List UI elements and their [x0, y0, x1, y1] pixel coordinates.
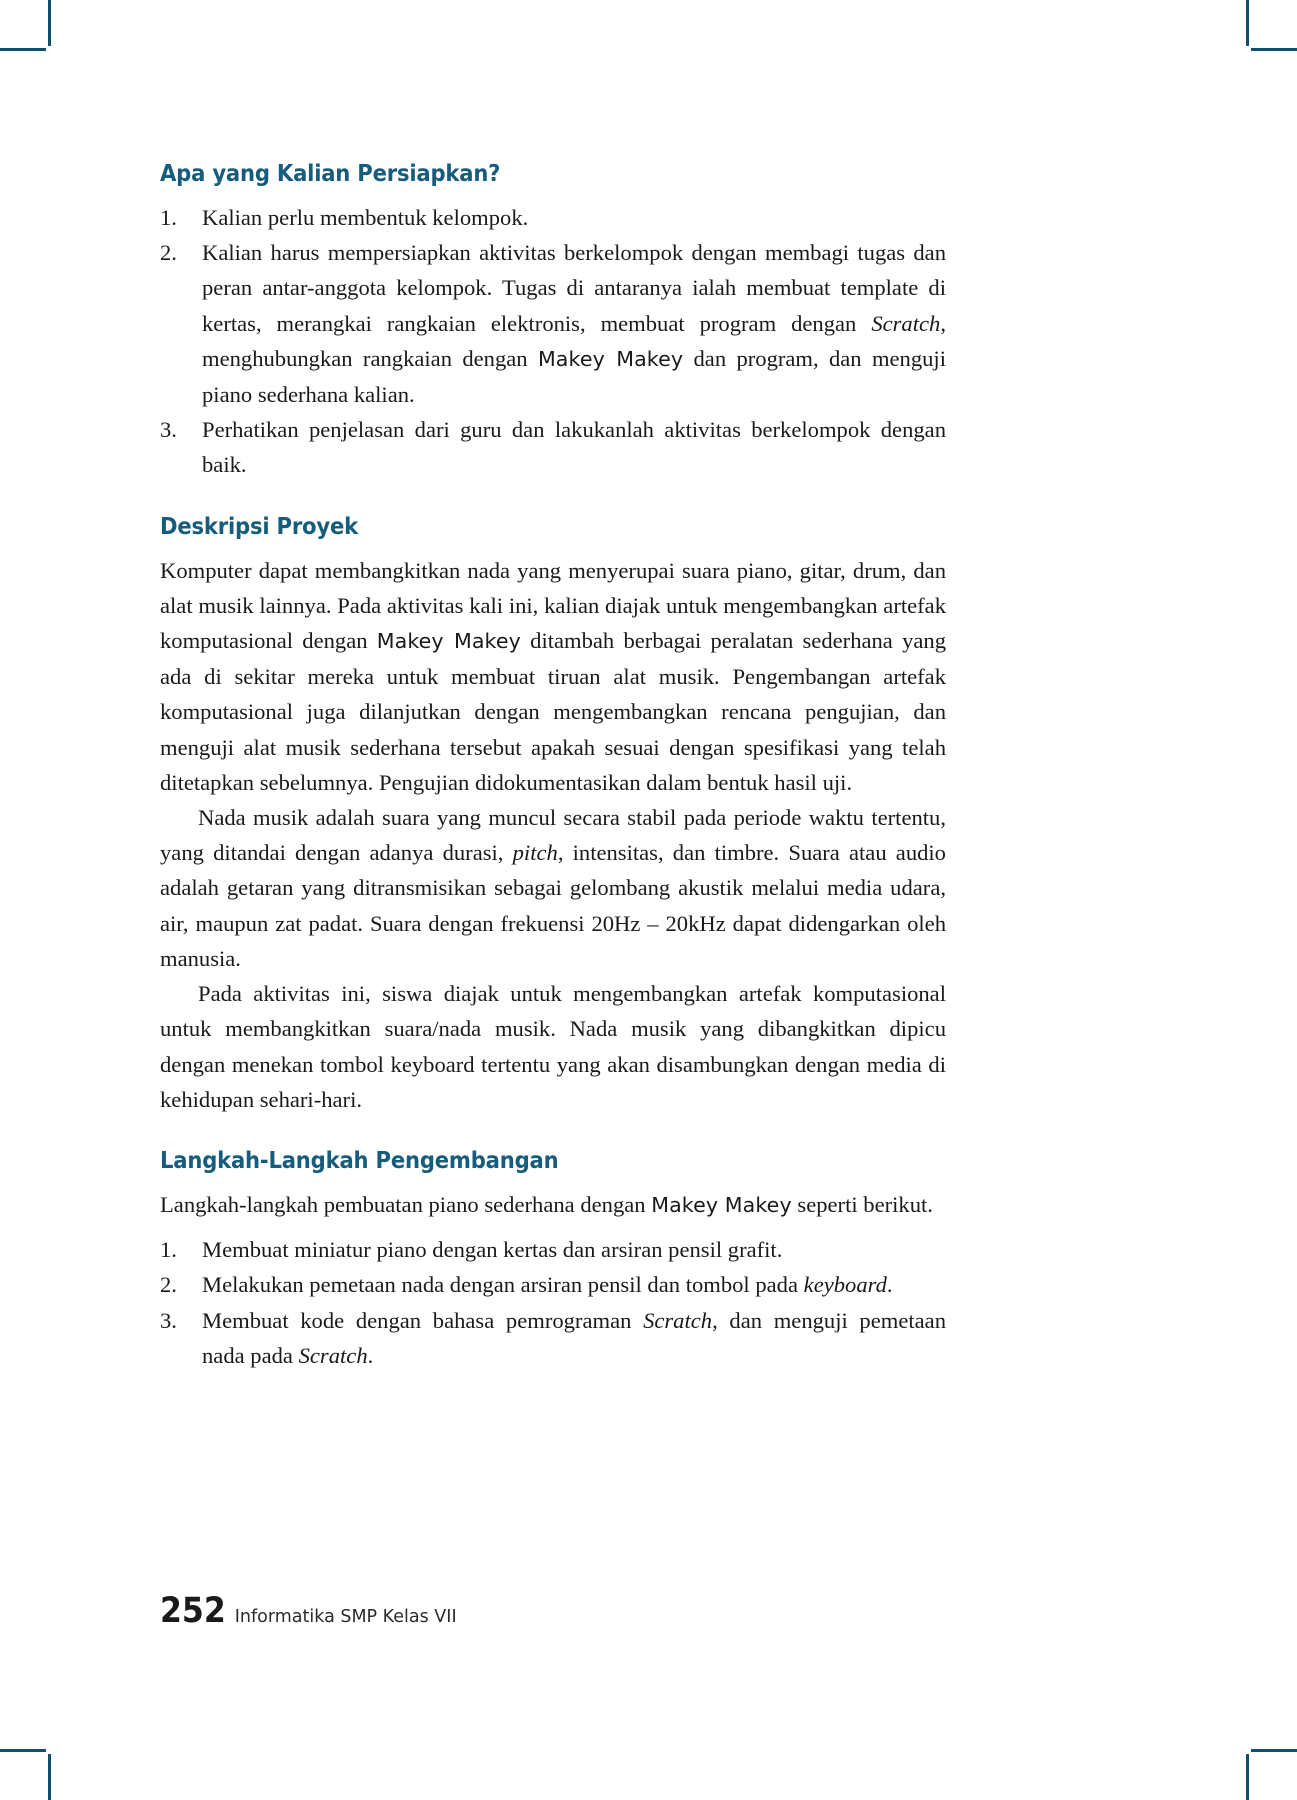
- list-marker: 1.: [160, 1237, 177, 1263]
- text-run-italic: keyboard: [803, 1272, 887, 1298]
- development-steps-list: [160, 1232, 946, 1373]
- crop-mark-top-left-vertical: [48, 0, 51, 46]
- page-footer: [160, 1591, 457, 1631]
- text-run: Melakukan pemetaan nada dengan arsiran pensil dan tombol pada: [202, 1272, 804, 1298]
- text-run-italic: pitch: [512, 840, 558, 866]
- list-marker: 2.: [160, 240, 177, 266]
- text-run-italic: Scratch: [643, 1307, 713, 1333]
- text-run: dan program, dan menguji piano sederhana kalian.: [202, 345, 946, 408]
- list-item-text: Kalian perlu membentuk kelompok.: [202, 205, 529, 231]
- text-run-mono: Makey Makey: [537, 346, 684, 371]
- book-title: Informatika SMP Kelas VII: [234, 1607, 457, 1627]
- crop-mark-top-left-horizontal: [0, 48, 46, 51]
- crop-mark-top-right-horizontal: [1251, 48, 1297, 51]
- list-item-text: Membuat miniatur piano dengan kertas dan arsiran pensil grafit.: [202, 1237, 783, 1263]
- text-run: , menghubungkan rangkaian dengan: [202, 310, 946, 371]
- text-run: ditambah berbagai peralatan sederhana yang ada di sekitar mereka untuk membuat tiruan alat musik. Pengembangan artefak komputasional juga dilanjutkan dengan mengembangkan rencana pengujian, dan menguji alat musik sederhana tersebut apakah sesuai dengan spesifikasi yang telah ditetapkan sebelumnya. Pengujian didokumentasikan dalam bentuk hasil uji.: [160, 628, 947, 795]
- list-marker: 3.: [160, 1307, 177, 1333]
- crop-mark-bottom-right-vertical: [1246, 1754, 1249, 1800]
- paragraph-steps-intro: [160, 1187, 946, 1223]
- text-run: , dan menguji pemetaan nada pada: [202, 1307, 946, 1368]
- list-item: [160, 200, 946, 235]
- heading-development-steps: Langkah-Langkah Pengembangan: [160, 1145, 559, 1174]
- text-run-mono: Makey Makey: [376, 629, 521, 654]
- list-marker: 1.: [160, 205, 177, 231]
- text-run: Kalian harus mempersiapkan aktivitas berkelompok dengan membagi tugas dan peran antar-anggota kelompok. Tugas di antaranya ialah membuat template di kertas, merangkai rangkaian elektronis, membuat program dengan: [202, 240, 946, 336]
- text-run: seperti berikut.: [791, 1191, 933, 1217]
- spacer: [160, 1223, 946, 1232]
- page-number: 252: [160, 1591, 226, 1631]
- text-run: .: [367, 1342, 374, 1368]
- heading-project-description: Deskripsi Proyek: [160, 511, 358, 540]
- paragraph-description-1: [160, 553, 946, 800]
- text-run: .: [886, 1272, 893, 1298]
- text-run: Komputer dapat membangkitkan nada yang menyerupai suara piano, gitar, drum, dan alat musik lainnya. Pada aktivitas kali ini, kalian diajak untuk mengembangkan artefak komputasional dengan: [160, 557, 946, 654]
- list-item-text: [202, 240, 946, 407]
- paragraph-description-3: Pada aktivitas ini, siswa diajak untuk mengembangkan artefak komputasional untuk membangkitkan suara/nada musik. Nada musik yang dibangkitkan dipicu dengan menekan tombol keyboard tertentu yang akan disambungkan dengan media di kehidupan sehari-hari.: [160, 981, 946, 1112]
- paragraph-description-2: [160, 800, 946, 976]
- list-item-text: Perhatikan penjelasan dari guru dan lakukanlah aktivitas berkelompok dengan baik.: [202, 417, 946, 478]
- text-run: Membuat kode dengan bahasa pemrograman: [202, 1307, 644, 1333]
- text-run: Nada musik adalah suara yang muncul secara stabil pada periode waktu tertentu, yang ditandai dengan adanya durasi,: [160, 805, 946, 866]
- list-marker: 2.: [160, 1272, 177, 1298]
- preparation-list: [160, 200, 946, 483]
- text-run-italic: Scratch: [871, 310, 941, 336]
- list-item-text: [202, 1272, 893, 1297]
- heading-preparation: Apa yang Kalian Persiapkan?: [160, 159, 501, 187]
- list-item: [160, 1267, 946, 1302]
- page-content: [160, 160, 946, 1373]
- crop-mark-bottom-right-horizontal: [1251, 1749, 1297, 1752]
- text-run: , intensitas, dan timbre. Suara atau audio adalah getaran yang ditransmisikan sebagai gelombang akustik melalui media udara, air, maupun zat padat. Suara dengan frekuensi 20Hz – 20kHz dapat didengarkan oleh manusia.: [160, 840, 946, 971]
- text-run: Langkah-langkah pembuatan piano sederhana dengan: [160, 1191, 652, 1217]
- list-marker: 3.: [160, 417, 177, 443]
- list-item: [160, 1232, 946, 1267]
- list-item: [160, 1303, 946, 1373]
- crop-mark-top-right-vertical: [1246, 0, 1249, 46]
- text-run-mono: Makey Makey: [651, 1192, 792, 1217]
- list-item: [160, 412, 946, 482]
- list-item: [160, 235, 946, 412]
- crop-mark-bottom-left-horizontal: [0, 1749, 46, 1752]
- crop-mark-bottom-left-vertical: [48, 1754, 51, 1800]
- text-run-italic: Scratch: [298, 1342, 368, 1368]
- list-item-text: [202, 1308, 946, 1368]
